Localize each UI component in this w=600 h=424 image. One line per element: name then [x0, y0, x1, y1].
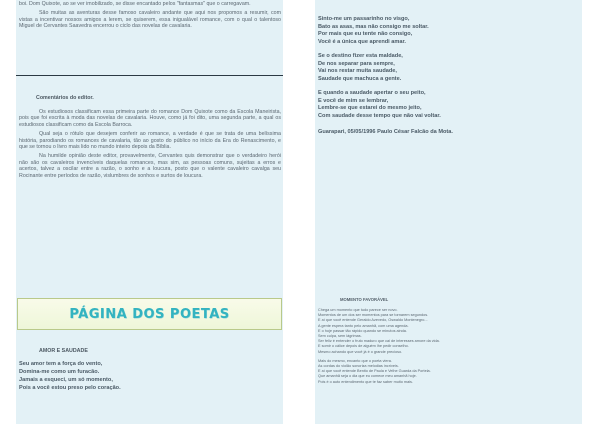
left-page [16, 0, 283, 424]
poem-line: E o hoje passar tão rápido quando se minutos ainda. [318, 328, 407, 333]
poem-line: E aí que você entende Benito de Paula e Velhe Guarda da Portela. [318, 369, 431, 374]
poets-page-banner [17, 298, 282, 330]
poem-line: E você de mim se lembrar, [318, 97, 389, 104]
poem-amor-e-saudade [19, 348, 281, 392]
poem-line: Jamais a esqueci, um só momento, [19, 377, 113, 383]
poem-line: Que amanhã seja o dia que eu comece meu amanhã hoje. [318, 374, 417, 379]
poem-line: Vai nos restar muita saudade, [318, 68, 397, 74]
section-divider [16, 75, 283, 76]
poem-line: Domina-me como um furacão. [19, 369, 100, 375]
stanza [318, 90, 580, 120]
stanza [318, 359, 580, 385]
poem-momento-favoravel [318, 297, 580, 385]
poem-line: Saudade que machuca a gente. [318, 75, 402, 82]
poem-line: Com saudade desse tempo que não vai voltar. [318, 112, 441, 119]
poem-line: Mais do mesmo, encanto que o poeta viera. [318, 358, 392, 363]
commentary-paragraph: Na humilde opinião deste editor, provavelmente, Cervantes quis demonstrar que o verdadeiro herói não são os cavaleiros invencíveis daquelas romances, mas sim, as pessoas comuns, sujeitas a erros e acertos, talvez a oscilar entre a razão, o sonho e a loucura, posto que o valente cavaleiro cavalga seu Rocinante entre períodos de razão, vislumbres de sonhos e surtos de loucura. [19, 153, 281, 179]
banner-title: PÁGINA DOS POETAS [69, 306, 230, 322]
stanza [318, 53, 580, 83]
poem-line: Seu amor tem a força do vento, [19, 361, 103, 367]
poem-line: E somir o cálice depois de alguém lhe pedir conselho. [318, 344, 409, 349]
poem-line: Pois é o auto entendimento que te faz saber muito mais. [318, 379, 413, 384]
intro-line: boi. Dom Quixote, ao se ver imobilizado, se disse encantado pelos "fantasmas" que o carregavam. [19, 1, 251, 7]
poem-line: Por mais que eu tente não consigo, [318, 31, 413, 37]
poem-line: As cordas do violão sonoriza melodias incríveis. [318, 364, 399, 369]
poem-line: De nos separar para sempre, [318, 60, 395, 67]
right-page [315, 0, 582, 424]
commentary-paragraph: Os estudiosos classificam essa primeira parte do romance Dom Quixote como da Escola Maneirista, pois que foi escrita à moda das novelas de cavalaria. Houve, como já foi dito, uma segunda parte, a qual os estudiosos classificam como da Escola Barroca. [19, 109, 281, 128]
poem-line: E aí que você entende Geraldo Azevedo, Oswaldo Montenegro... [318, 318, 428, 323]
poem-line: Ser feliz é entender o fruto maduro que cai de interesses amore da vida. [318, 339, 440, 344]
poem-line: Você é a única que aprendi amar. [318, 38, 406, 45]
intro-paragraph: São muitas as aventuras desse famoso cavaleiro andante que aqui nos propomos a resumir, com vistas a incentivar nossos amigos a lerem, se quiserem, essa inigualável romance, com o qual o talentoso Miguel de Cervantes Saavedra encerrou o ciclo das novelas de cavalaria. [19, 10, 281, 30]
poem-title: AMOR E SAUDADE [39, 348, 88, 354]
commentary-paragraph: Qual seja o rótulo que desejem conferir ao romance, a verdade é que se trata de uma belíssima história, parodiando os romances de cavalaria, tão ao gosto do público no início da Era do Renascimento, e que se tornou o livro mais lido no mundo inteiro depois da Bíblia. [19, 131, 281, 151]
commentary-heading: Comentários do editor. [36, 95, 94, 101]
poem-line: Se o destino fizer esta maldade, [318, 53, 403, 59]
poem-line: E quando a saudade apertar o seu peito, [318, 90, 426, 96]
poem-line: Lembre-se que estarei do mesmo jeito, [318, 105, 422, 111]
poem-line: A gente espera tanto pelo amanhã, com uma agenda. [318, 323, 409, 328]
poem-signature: Guarapari, 05/05/1996 Paulo César Falcão da Mota. [318, 129, 453, 135]
poem-line: Pois a você estou preso pelo coração. [19, 385, 121, 391]
poem-line: Sinto-me um passarinho no visgo, [318, 16, 410, 22]
poem-line: Momentos de um dos ser momentos para se tornarem segundos. [318, 313, 429, 318]
intro-section [19, 1, 281, 30]
poem-line: Chega um momento que tudo parece ser novo. [318, 308, 398, 312]
poem-line: Bato as asas, mas não consigo me soltar. [318, 23, 429, 30]
poem-continuation [318, 16, 580, 135]
poem-line: Mesmo achando que você já é o grande precioso. [318, 349, 403, 354]
stanza [318, 308, 580, 355]
poem-title: MOMENTO FAVORÁVEL [340, 297, 389, 302]
stanza [318, 16, 580, 46]
editor-commentary [19, 95, 281, 179]
poem-line: Sem culpa, sem lágrimas. [318, 334, 362, 339]
